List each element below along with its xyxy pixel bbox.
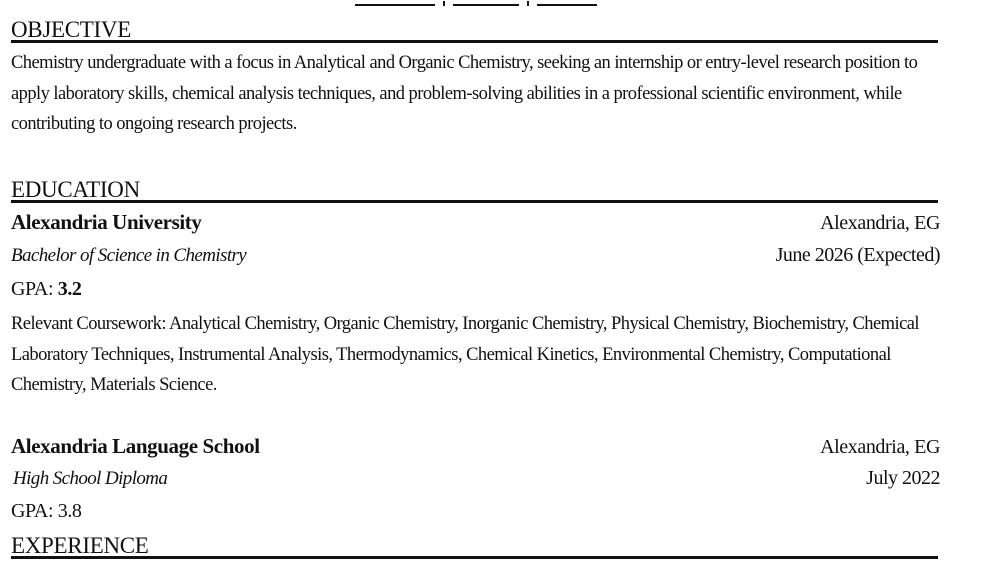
experience-rule: [11, 556, 938, 559]
coursework-label: Relevant Coursework:: [11, 314, 166, 334]
contact-link-underline: [537, 0, 597, 6]
gpa-line: [11, 278, 82, 301]
education-degree-row: [11, 467, 940, 490]
degree-name: High School Diploma: [13, 468, 168, 489]
education-entry-university: [11, 210, 940, 235]
contact-separator: [443, 1, 445, 6]
contact-separator: [527, 1, 529, 6]
institution-name: Alexandria Language School: [11, 434, 260, 458]
gpa-value: 3.2: [57, 278, 82, 300]
gpa-label: GPA:: [11, 278, 58, 300]
degree-date: June 2026 (Expected): [775, 244, 940, 266]
experience-heading: EXPERIENCE: [11, 533, 149, 558]
education-degree-row: [11, 244, 940, 267]
gpa-value: 3.8: [57, 500, 82, 522]
degree-name: Bachelor of Science in Chemistry: [11, 245, 247, 266]
education-rule: [11, 200, 938, 203]
coursework-text: [11, 309, 946, 401]
objective-rule: [11, 40, 938, 43]
objective-text: Chemistry undergraduate with a focus in Analytical and Organic Chemistry, seeking an internship or entry-level research position to apply laboratory skills, chemical analysis techniques, and problem-solving abilities in a professional scientific environment, while contributing to ongoing research projects.: [11, 53, 918, 134]
education-heading: EDUCATION: [11, 177, 140, 202]
contact-link-underline: [453, 0, 519, 6]
coursework-list: Analytical Chemistry, Organic Chemistry, Inorganic Chemistry, Physical Chemistry, Biochemistry, Chemical Laboratory Techniques, Instrumental Analysis, Thermodynamics, Chemical Kinetics, Environmental Chemistry, Computational Chemistry, Materials Science.: [11, 314, 919, 395]
cut-off-contact-links: [355, 0, 597, 6]
institution-location: Alexandria, EG: [820, 212, 940, 234]
gpa-label: GPA:: [11, 500, 58, 522]
institution-name: Alexandria University: [11, 210, 202, 234]
contact-link-underline: [355, 0, 435, 6]
objective-heading: OBJECTIVE: [11, 17, 131, 42]
gpa-line: [11, 500, 82, 523]
degree-date: July 2022: [866, 467, 940, 489]
education-entry-school: [11, 434, 940, 459]
institution-location: Alexandria, EG: [820, 436, 940, 458]
